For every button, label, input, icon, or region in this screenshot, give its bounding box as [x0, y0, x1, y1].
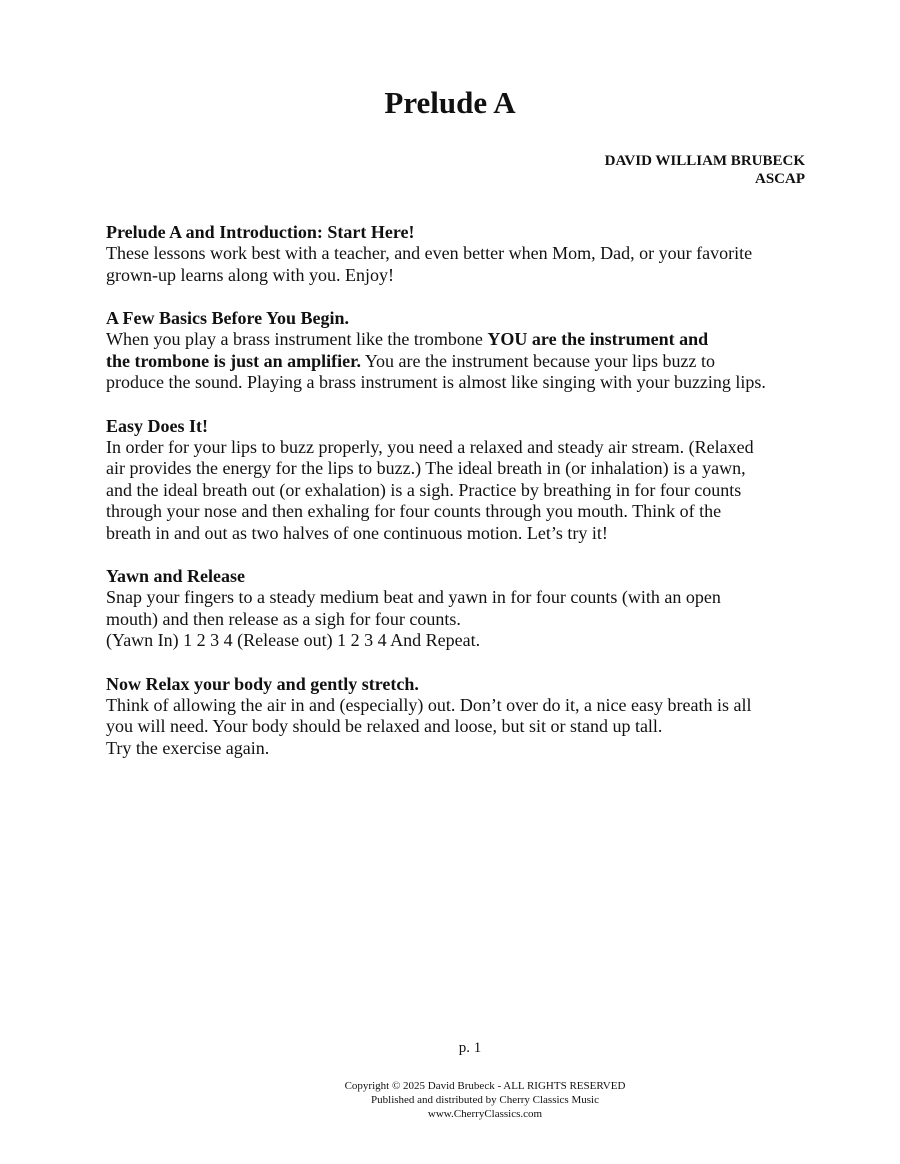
body-line — [106, 351, 806, 373]
composer-credit — [605, 152, 805, 188]
body-text: When you play a brass instrument like the trombone — [106, 329, 488, 349]
emphasis-text: the trombone is just an amplifier. — [106, 350, 362, 371]
copyright-line: Copyright © 2025 David Brubeck - ALL RIGHTS RESERVED — [344, 1080, 626, 1092]
body-line: grown-up learns along with you. Enjoy! — [106, 264, 394, 285]
body-line: you will need. Your body should be relaxed and loose, but sit or stand up tall. — [106, 716, 663, 736]
body-line: produce the sound. Playing a brass instrument is almost like singing with your buzzing lips. — [106, 372, 766, 392]
body-line: These lessons work best with a teacher, and even better when Mom, Dad, or your favorite — [106, 243, 753, 263]
body-line: Think of allowing the air in and (especially) out. Don’t over do it, a nice easy breath is all — [106, 694, 752, 715]
section-heading: A Few Basics Before You Begin. — [106, 308, 349, 328]
section-heading: Yawn and Release — [106, 566, 246, 586]
publisher-line: Published and distributed by Cherry Classics Music — [371, 1094, 599, 1106]
section-yawn-and-release — [106, 565, 806, 652]
section-easy-does-it — [106, 415, 806, 545]
page-number: p. 1 — [458, 1040, 482, 1056]
section-body — [106, 695, 806, 760]
body-line: mouth) and then release as a sigh for four counts. — [106, 608, 461, 629]
body-line — [106, 329, 806, 351]
section-heading: Easy Does It! — [106, 415, 208, 436]
copyright-footer — [0, 1079, 900, 1121]
section-introduction — [106, 221, 806, 286]
body-line: (Yawn In) 1 2 3 4 (Release out) 1 2 3 4 And Repeat. — [106, 630, 481, 650]
body-line: breath in and out as two halves of one continuous motion. Let’s try it! — [106, 522, 608, 543]
section-basics — [106, 307, 806, 394]
page-title: Prelude A — [384, 85, 516, 120]
lesson-content — [106, 221, 806, 780]
section-body — [106, 587, 806, 652]
composer-name: DAVID WILLIAM BRUBECK — [604, 153, 805, 169]
section-body — [106, 243, 806, 286]
body-text: You are the instrument because your lips buzz to — [361, 350, 715, 371]
section-heading: Now Relax your body and gently stretch. — [106, 673, 419, 694]
section-relax — [106, 673, 806, 760]
section-body — [106, 437, 806, 545]
body-line: Snap your fingers to a steady medium beat and yawn in for four counts (with an open — [106, 587, 721, 607]
body-line: through your nose and then exhaling for four counts through you mouth. Think of the — [106, 501, 722, 521]
body-line: and the ideal breath out (or exhalation) is a sigh. Practice by breathing in for four counts — [106, 479, 742, 500]
body-line: In order for your lips to buzz properly, you need a relaxed and steady air stream. (Relaxed — [106, 436, 754, 457]
section-heading: Prelude A and Introduction: Start Here! — [106, 222, 415, 242]
body-line: Try the exercise again. — [106, 737, 270, 758]
website-line: www.CherryClassics.com — [427, 1108, 543, 1120]
section-body — [106, 329, 806, 394]
emphasis-text: YOU are the instrument and — [487, 329, 709, 349]
composer-affiliation: ASCAP — [754, 171, 805, 187]
body-line: air provides the energy for the lips to buzz.) The ideal breath in (or inhalation) is a yawn, — [106, 458, 746, 478]
